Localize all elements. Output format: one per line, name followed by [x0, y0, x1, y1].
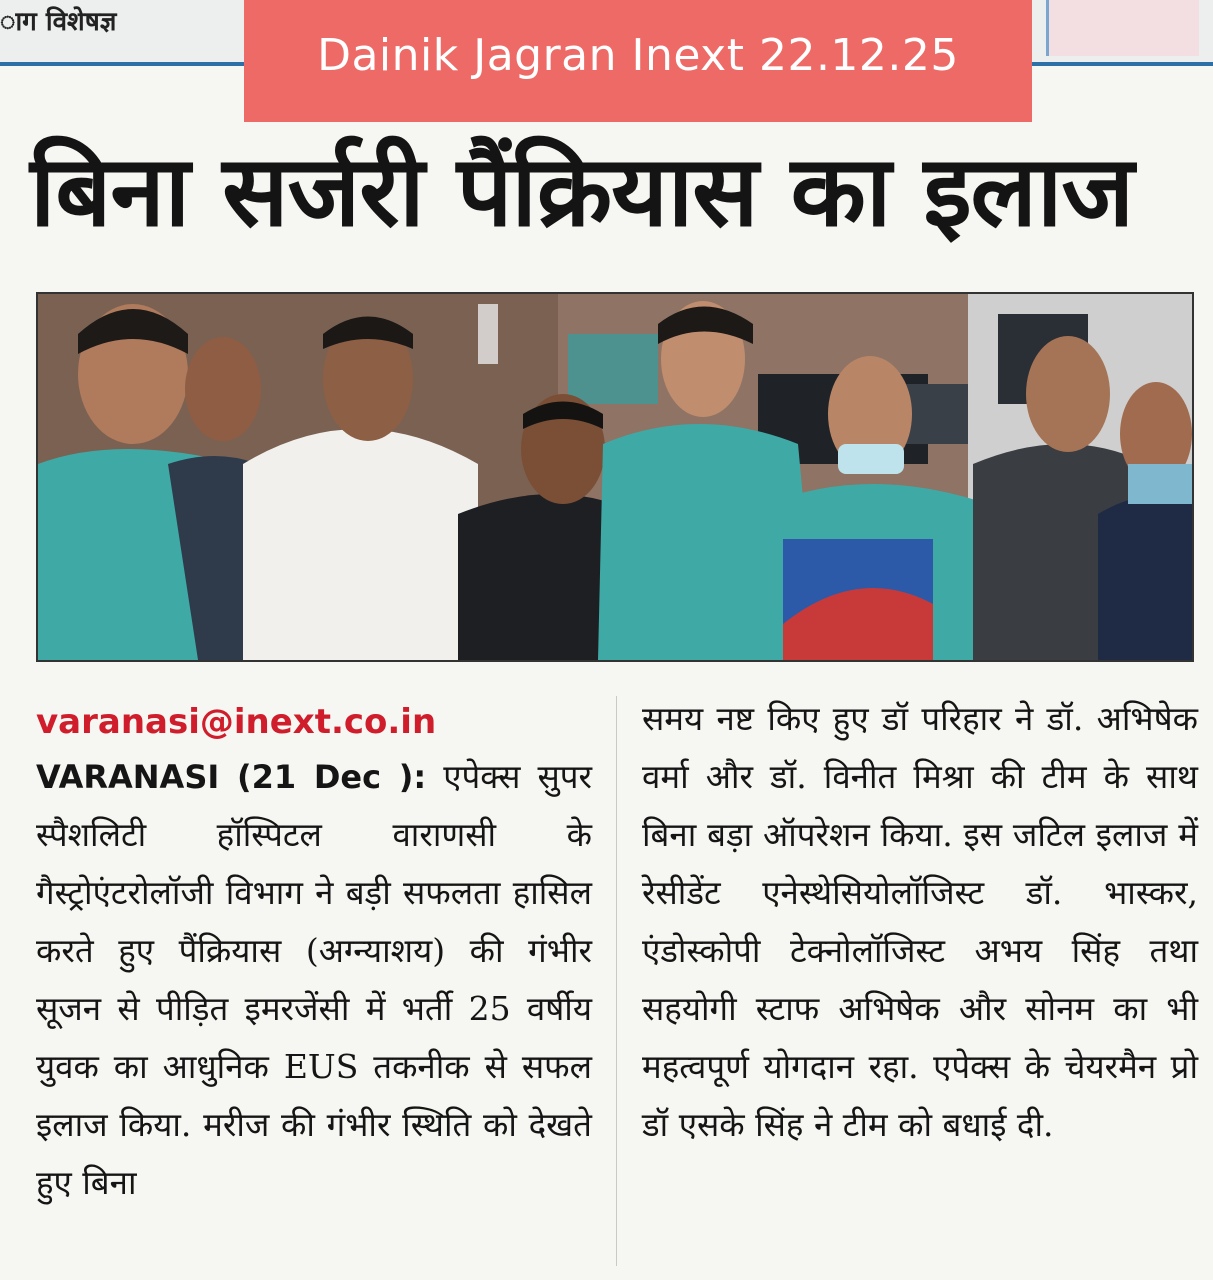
article-body-left: एपेक्स सुपर स्पैशलिटी हॉस्पिटल वाराणसी के गैस्ट्रोएंटरोलॉजी विभाग ने बड़ी सफलता हासिल करते हुए पैंक्रियास (अग्न्याशय) की गंभीर सूजन से पीड़ित इमरजेंसी में भर्ती 25 वर्षीय युवक का आधुनिक EUS तकनीक से सफल इलाज किया. मरीज की गंभीर स्थिति को देखते हुए बिना: [36, 757, 593, 1202]
article-column-left: [36, 696, 592, 1212]
source-label: Dainik Jagran Inext 22.12.25: [317, 29, 959, 81]
team-photo: [36, 292, 1194, 662]
team-photo-illustration: [38, 294, 1192, 660]
article-column-right: [642, 690, 1198, 1154]
reporter-email[interactable]: varanasi@inext.co.in: [36, 702, 437, 742]
column-divider: [616, 696, 617, 1266]
top-right-graphic: [1046, 0, 1199, 56]
dateline: VARANASI (21 Dec ):: [36, 758, 427, 796]
article-body-right: समय नष्ट किए हुए डॉ परिहार ने डॉ. अभिषेक वर्मा और डॉ. विनीत मिश्रा की टीम के साथ बिना बड़ा ऑपरेशन किया. इस जटिल इलाज में रेसीडेंट एनेस्थेसियोलॉजिस्ट डॉ. भास्कर, एंडोस्कोपी टेक्नोलॉजिस्ट अभय सिंह तथा सहयोगी स्टाफ अभिषेक और सोनम का भी महत्वपूर्ण योगदान रहा. एपेक्स के चेयरमैन प्रो डॉ एसके सिंह ने टीम को बधाई दी.: [642, 699, 1198, 1144]
section-kicker: ाग विशेषज्ञ: [0, 7, 117, 37]
headline: बिना सर्जरी पैंक्रियास का इलाज: [30, 135, 1134, 249]
source-banner: [244, 0, 1032, 122]
